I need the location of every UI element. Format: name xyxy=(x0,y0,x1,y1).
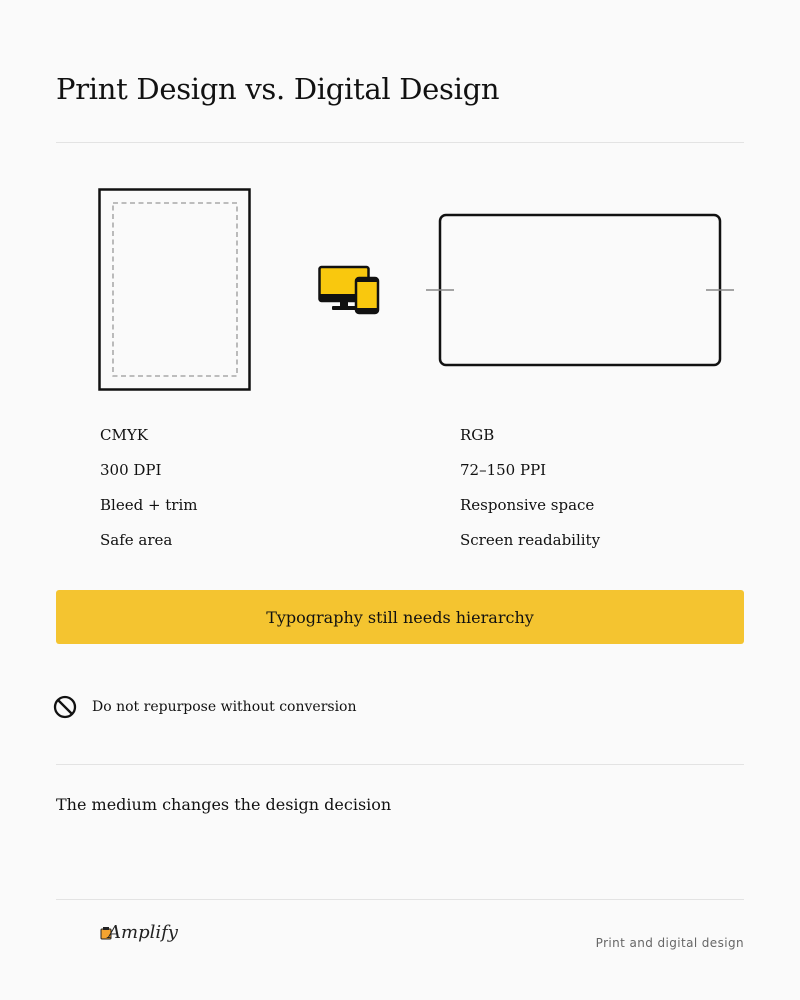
print-spec-bleed: Bleed + trim xyxy=(100,496,198,514)
print-spec-safe-area: Safe area xyxy=(100,531,173,549)
digital-spec-resolution: 72–150 PPI xyxy=(460,461,547,479)
warning-text: Do not repurpose without conversion xyxy=(92,699,357,715)
print-spec-color-mode: CMYK xyxy=(100,426,148,444)
devices-icon xyxy=(318,265,382,317)
page-title: Print Design vs. Digital Design xyxy=(56,72,500,106)
footer-divider xyxy=(56,899,744,900)
digital-screen-illustration xyxy=(424,210,738,370)
digital-spec-readability: Screen readability xyxy=(460,531,601,549)
typography-banner xyxy=(56,590,744,644)
closing-statement: The medium changes the design decision xyxy=(56,795,392,814)
top-divider xyxy=(56,142,744,143)
digital-spec-responsive: Responsive space xyxy=(460,496,595,514)
footer-logo: Amplify xyxy=(108,922,178,943)
footer-caption: Print and digital design xyxy=(595,936,744,950)
trim-border xyxy=(100,190,250,390)
middle-divider xyxy=(56,764,744,765)
prohibited-icon xyxy=(53,695,77,719)
screen-frame xyxy=(440,215,720,365)
banner-text: Typography still needs hierarchy xyxy=(266,607,534,627)
print-spec-resolution: 300 DPI xyxy=(100,461,162,479)
digital-spec-color-mode: RGB xyxy=(460,426,495,444)
safe-area-border xyxy=(113,203,237,376)
print-page-illustration xyxy=(96,186,256,394)
